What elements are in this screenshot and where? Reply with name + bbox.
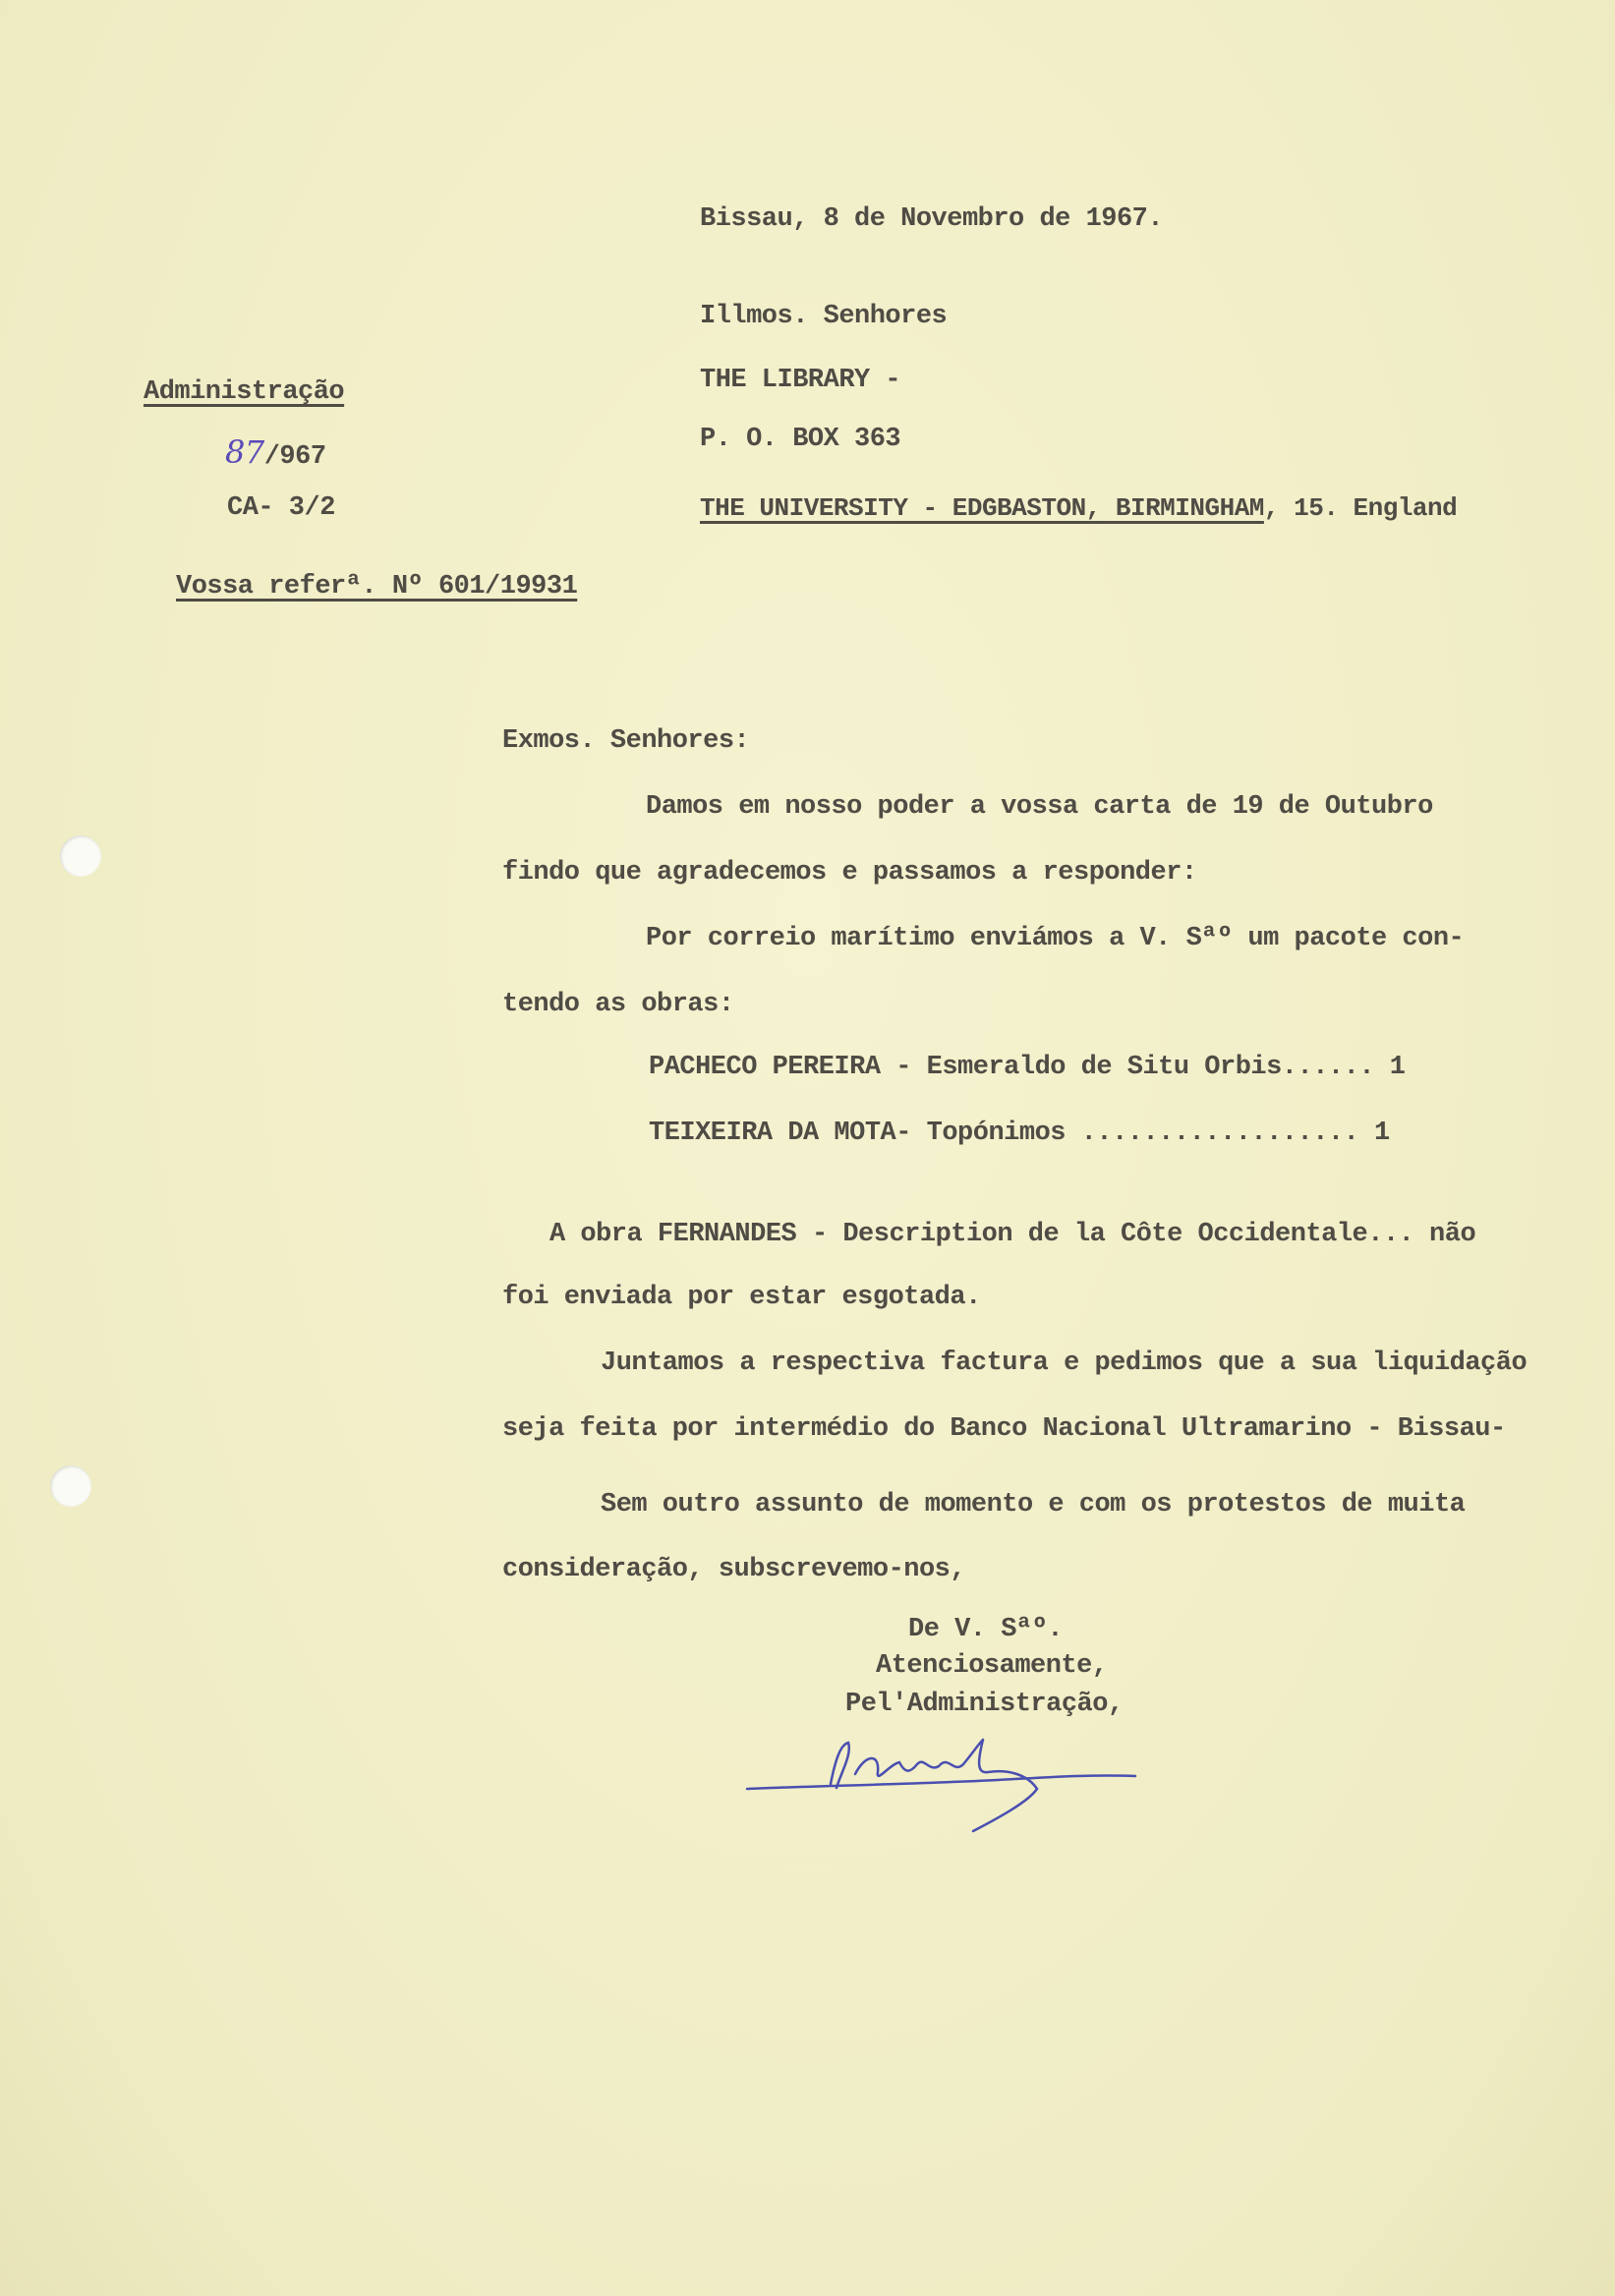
body-line: consideração, subscrevemo-nos, bbox=[502, 1555, 966, 1584]
department-label: Administração bbox=[144, 377, 345, 407]
body-line: A obra FERNANDES - Description de la Côte Occidentale... não bbox=[549, 1220, 1476, 1249]
body-line: seja feita por intermédio do Banco Nacional Ultramarino - Bissau- bbox=[502, 1414, 1506, 1444]
body-line: foi enviada por estar esgotada. bbox=[502, 1283, 981, 1312]
address-underlined: THE UNIVERSITY - EDGBASTON, BIRMINGHAM bbox=[700, 493, 1264, 523]
item-line: PACHECO PEREIRA - Esmeraldo de Situ Orbis...... 1 bbox=[649, 1053, 1406, 1082]
body-line: Sem outro assunto de momento e com os protestos de muita bbox=[601, 1490, 1466, 1520]
sender-code: CA- 3/2 bbox=[227, 493, 335, 523]
body-line: Juntamos a respectiva factura e pedimos que a sua liquidação bbox=[601, 1349, 1528, 1378]
recipient-name: THE LIBRARY - bbox=[700, 366, 901, 395]
recipient-address bbox=[700, 495, 1457, 521]
body-line: Por correio marítimo enviámos a V. Sªº um pacote con- bbox=[646, 924, 1465, 953]
your-reference: Vossa referª. Nº 601/19931 bbox=[176, 572, 578, 602]
body-line: findo que agradecemos e passamos a responder: bbox=[502, 858, 1197, 888]
punch-hole bbox=[50, 1465, 91, 1507]
sender-number bbox=[225, 433, 326, 472]
signature bbox=[742, 1715, 1155, 1833]
date-line: Bissau, 8 de Novembro de 1967. bbox=[700, 204, 1164, 234]
recipient-salutation: Illmos. Senhores bbox=[700, 302, 948, 331]
body-line: tendo as obras: bbox=[502, 990, 734, 1019]
closing-line: De V. Sªº. bbox=[908, 1615, 1064, 1644]
handwritten-number: 87 bbox=[225, 433, 264, 471]
address-rest: , 15. England bbox=[1263, 493, 1458, 523]
punch-hole bbox=[60, 835, 101, 877]
recipient-po-box: P. O. BOX 363 bbox=[700, 425, 901, 454]
closing-line: Pel'Administração, bbox=[845, 1690, 1124, 1719]
body-line: Damos em nosso poder a vossa carta de 19 de Outubro bbox=[646, 792, 1433, 822]
typed-year: /967 bbox=[263, 442, 326, 472]
greeting: Exmos. Senhores: bbox=[502, 726, 750, 756]
closing-line: Atenciosamente, bbox=[876, 1651, 1108, 1681]
item-line: TEIXEIRA DA MOTA- Topónimos .................. 1 bbox=[649, 1119, 1390, 1148]
